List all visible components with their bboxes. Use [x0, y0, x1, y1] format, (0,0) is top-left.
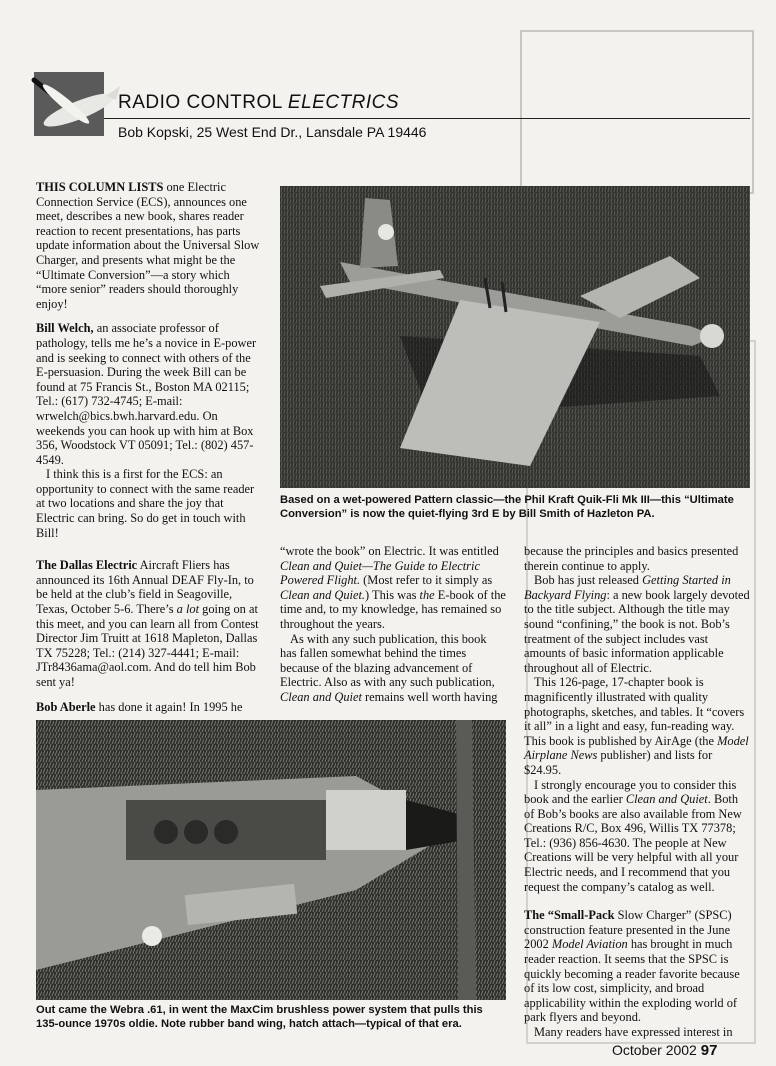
header-rule	[104, 118, 750, 119]
photo-maxcim-motor-install	[36, 720, 506, 1000]
caption-top-photo: Based on a wet-powered Pattern classic—the Phil Kraft Quik-Fli Mk III—this “Ultimate Conversion” is now the quiet-flying 3rd E by Bill Smith of Hazleton PA.	[280, 494, 734, 520]
text-column-1	[36, 180, 262, 724]
paragraph-bill-welch: Bill Welch, an associate professor of pathology, tells me he’s a novice in E-power and is seeking to connect with others of the E-persuasion. During the week Bill can be found at 75 Francis St., Boston MA 02115; Tel.: (617) 732-4745; E-mail: wrwelch@bics.bwh.harvard.edu. On weekends you can hook up with him at Box 356, Woodstock VT 05091; Tel.: (802) 457-4549.	[36, 321, 257, 467]
paragraph-principles: because the principles and basics presented therein continue to apply.	[524, 544, 739, 573]
text-column-3	[524, 544, 750, 1040]
page-footer	[612, 1042, 717, 1059]
paragraph-getting-started: Bob has just released Getting Started in Backyard Flying: a new book largely devoted to the title subject. Although the title may sound “confining,” the book is not. Bob’s treatment of the subject includes vast amounts of basic information applicable throughout all of Electric.	[524, 573, 750, 675]
paragraph-aberle: Bob Aberle has done it again! In 1995 he	[36, 699, 243, 714]
paragraph-recommend: I strongly encourage you to consider this book and the earlier Clean and Quiet. Both of Bob’s books are also available from New Creations R/C, Box 496, Willis TX 77378; Tel.: (936) 856-4630. The people at New Creations will be very helpful with all your Electric needs, and I recommend that you request the company’s catalog as well.	[524, 777, 742, 894]
paragraph-dallas: The Dallas Electric Aircraft Fliers has announced its 16th Annual DEAF Fly-In, to be held at the club’s field in Seagoville, Texas, October 5-6. There’s a lot going on at this meet, and you can learn all from Contest Director Jim Truitt at 1618 Mapleton, Dallas TX 75228; Tel.: (214) 327-4441; E-mail: JTr8436ama@aol.com. And do tell him Bob sent ya!	[36, 558, 259, 689]
tail-insignia-icon	[378, 224, 394, 240]
text-column-2	[280, 544, 506, 705]
paragraph-clean-and-quiet: “wrote the book” on Electric. It was entitled Clean and Quiet—The Guide to Electric Powered Flight. (Most refer to it simply as Clean and Quiet.) This was the E-book of the time and, to my knowledge, has remained so throughout the years.	[280, 544, 506, 631]
bleed-through-ad	[520, 30, 754, 194]
column-logo	[34, 72, 104, 136]
photo-quik-fli-airplane	[280, 186, 750, 488]
paragraph-readers-interest: Many readers have expressed interest in	[534, 1025, 733, 1039]
spinner-icon	[700, 324, 724, 348]
issue-date: October 2002	[612, 1042, 697, 1058]
caption-bottom-photo: Out came the Webra .61, in went the MaxCim brushless power system that pulls this 135-ounce 1970s oldie. Note rubber band wing, hatch attach—typical of that era.	[36, 1004, 483, 1030]
bleed-through-text	[40, 28, 260, 68]
paragraph-spsc: The “Small-Pack Slow Charger” (SPSC) construction feature presented in the June 2002 Model Aviation has brought in much reader reaction. It seems that the SPSC is quickly becoming a reader favorite because of its low cost, simplicity, and broad applicability within the exploding world of park flyers and beyond.	[524, 908, 740, 1025]
paragraph-intro: THIS COLUMN LISTS one Electric Connection Service (ECS), announces one meet, describes a new book, shares reader reaction to recent presentations, has parts update information about the Universal Slow Charger, and presents what might be the “Ultimate Conversion”—a story which “more senior” readers should thoroughly enjoy!	[36, 180, 260, 311]
paragraph-publication: As with any such publication, this book has fallen somewhat behind the times because of the blazing advancement of Electric. Also as with any such publication, Clean and Quiet remains well worth having	[280, 631, 498, 704]
page-number: 97	[700, 1042, 718, 1059]
column-title: RADIO CONTROL ELECTRICS	[118, 92, 400, 113]
airplane-logo-icon	[24, 66, 124, 146]
author-byline: Bob Kopski, 25 West End Dr., Lansdale PA 19446	[118, 124, 427, 140]
paragraph-book-details: This 126-page, 17-chapter book is magnificently illustrated with quality photographs, sketches, and tables. It “covers it all” in a light and easy, fun-reading way. This book is published by AirAge (the Model Airplane News publisher) and lists for $24.95.	[524, 675, 749, 777]
paragraph-ecs-first: I think this is a first for the ECS: an opportunity to connect with the same reader at two locations and share the joy that Electric can bring. So do get in touch with Bill!	[36, 467, 255, 540]
